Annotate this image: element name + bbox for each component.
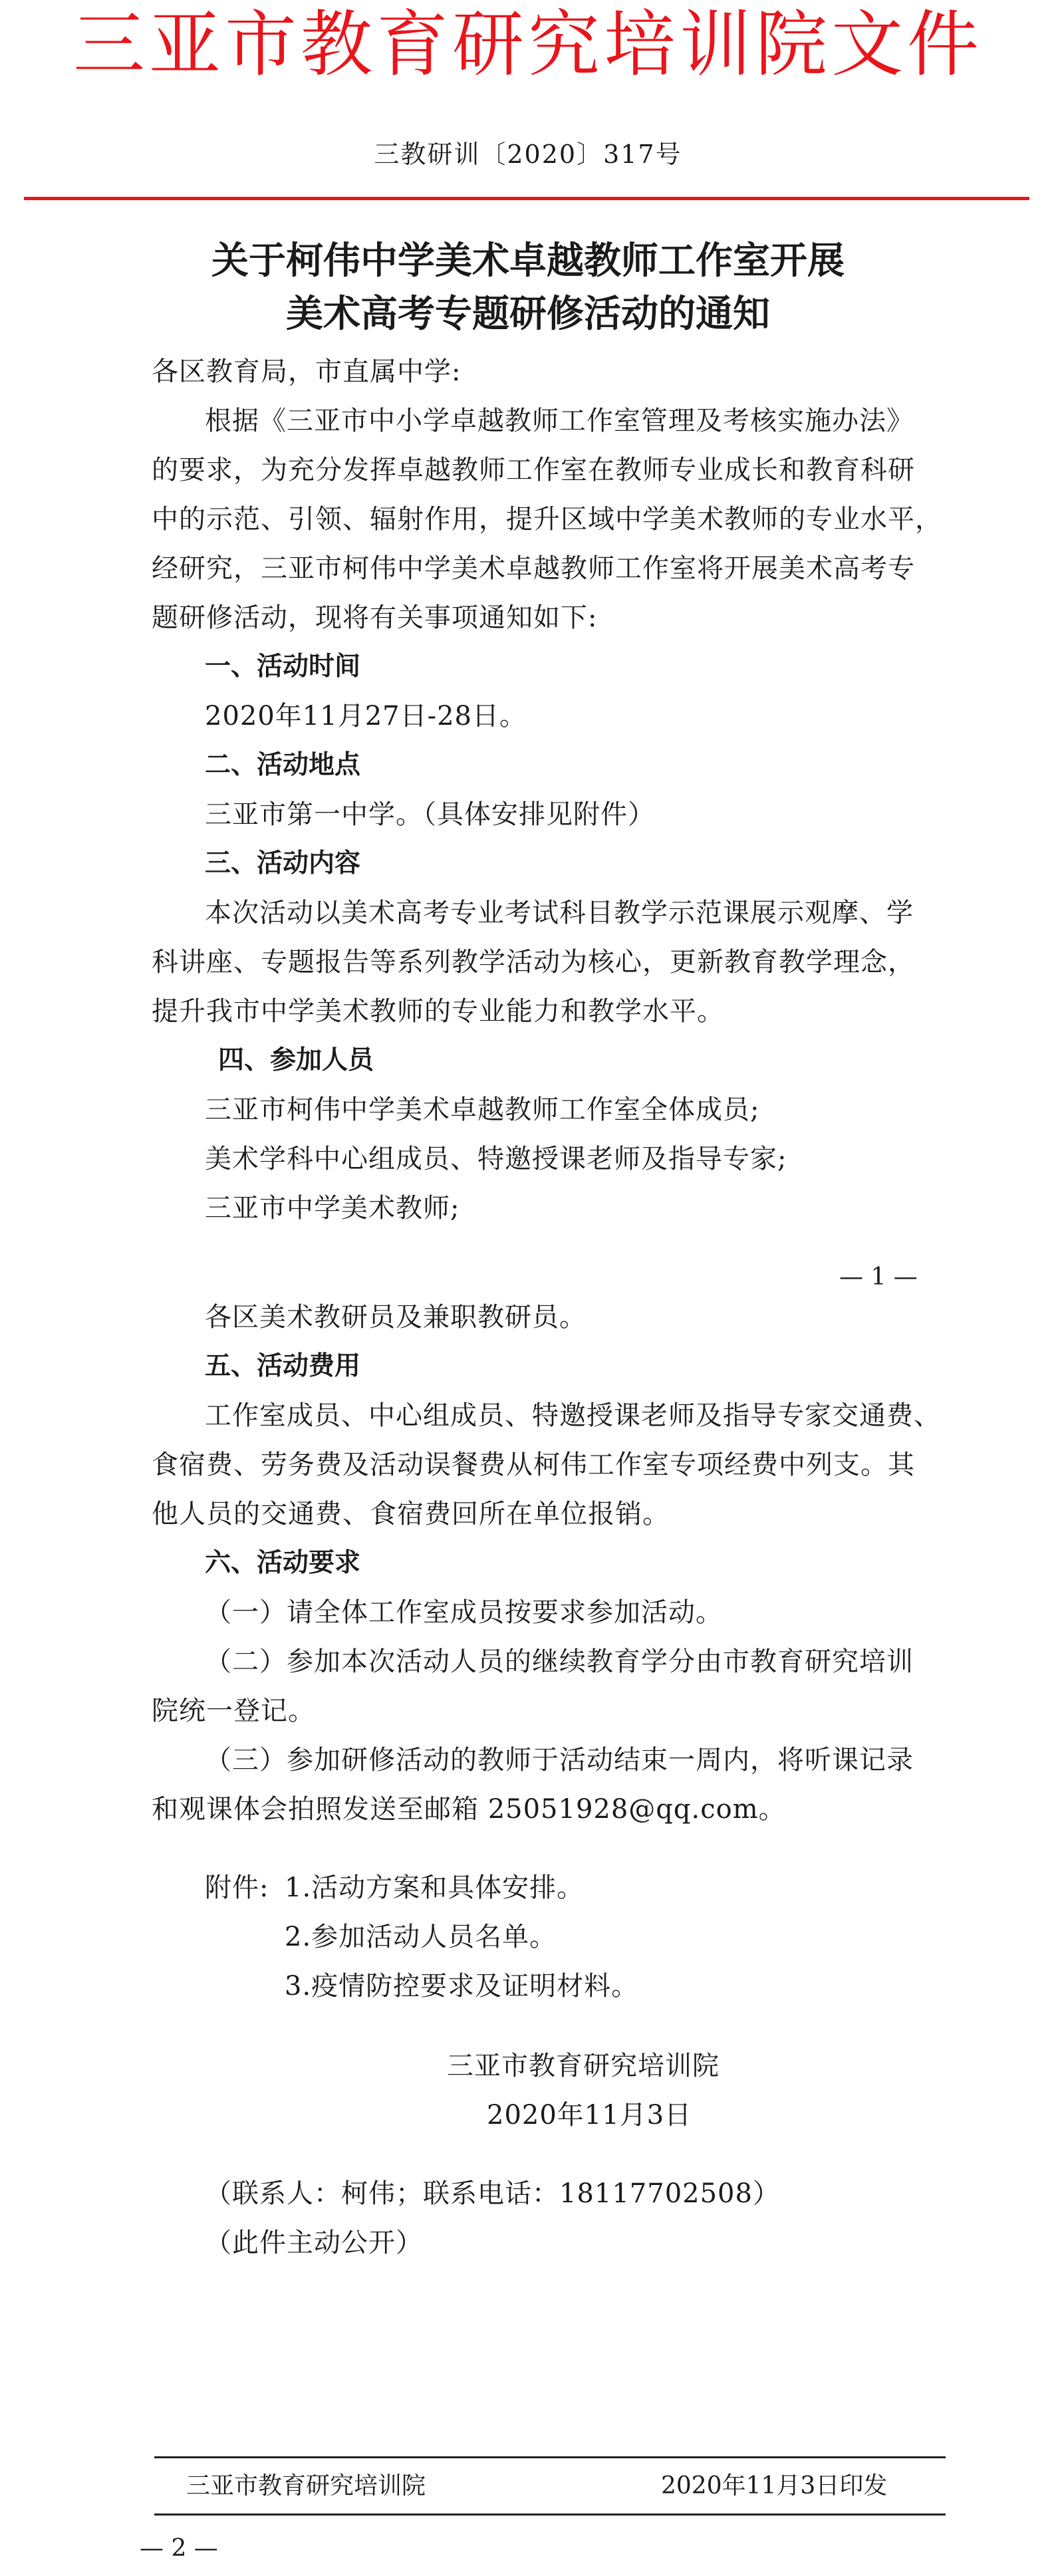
attachments-label: 附件: (205, 1872, 269, 1903)
requirement-item: （一）请全体工作室成员按要求参加活动。 (205, 1597, 723, 1628)
attachment-item: 3.疫情防控要求及证明材料。 (285, 1971, 639, 2001)
requirement-item: 院统一登记。 (152, 1696, 315, 1726)
section-text-content: 科讲座、专题报告等系列教学活动为核心，更新教育教学理念， (152, 947, 915, 977)
requirement-item: （三）参加研修活动的教师于活动结束一周内，将听课记录 (205, 1745, 914, 1775)
contact-info: （联系人：柯伟；联系电话：18117702508） (205, 2178, 780, 2209)
footer-top-rule (154, 2456, 946, 2458)
section-text-time: 2020年11月27日-28日。 (205, 701, 527, 731)
section-text-participants: 美术学科中心组成员、特邀授课老师及指导专家; (205, 1144, 787, 1174)
intro-line: 的要求，为充分发挥卓越教师工作室在教师专业成长和教育科研 (152, 455, 915, 485)
requirement-item: 和观课体会拍照发送至邮箱 25051928@qq.com。 (152, 1794, 786, 1825)
section-heading-place: 二、活动地点 (205, 750, 361, 780)
section-text-fees: 他人员的交通费、食宿费回所在单位报销。 (152, 1499, 670, 1529)
intro-line: 中的示范、引领、辐射作用，提升区域中学美术教师的专业水平， (152, 504, 942, 535)
signature-org: 三亚市教育研究培训院 (447, 2051, 720, 2081)
section-heading-fees: 五、活动费用 (205, 1351, 361, 1381)
section-heading-time: 一、活动时间 (205, 652, 361, 682)
document-title-line-1: 关于柯伟中学美术卓越教师工作室开展 (211, 239, 845, 283)
section-text-content: 提升我市中学美术教师的专业能力和教学水平。 (152, 996, 724, 1027)
section-text-content: 本次活动以美术高考专业考试科目教学示范课展示观摩、学 (205, 898, 914, 928)
section-text-place: 三亚市第一中学。（具体安排见附件） (205, 799, 655, 830)
section-text-participants: 各区美术教研员及兼职教研员。 (205, 1302, 587, 1333)
section-text-participants: 三亚市中学美术教师; (205, 1193, 460, 1224)
document-title-line-2: 美术高考专题研修活动的通知 (286, 292, 770, 336)
attachment-item: 2.参加活动人员名单。 (285, 1922, 557, 1952)
section-text-participants: 三亚市柯伟中学美术卓越教师工作室全体成员; (205, 1095, 760, 1125)
page-number-2: — 2 — (140, 2535, 218, 2562)
footer-bottom-rule (154, 2513, 946, 2515)
red-divider (24, 197, 1029, 200)
attachment-item: 1.活动方案和具体安排。 (285, 1872, 585, 1903)
footer-org: 三亚市教育研究培训院 (186, 2472, 426, 2500)
section-text-fees: 工作室成员、中心组成员、特邀授课老师及指导专家交通费、 (205, 1400, 941, 1431)
public-notice: （此件主动公开） (205, 2228, 423, 2258)
salutation: 各区教育局，市直属中学: (152, 356, 462, 387)
intro-line: 根据《三亚市中小学卓越教师工作室管理及考核实施办法》 (205, 406, 914, 436)
section-heading-content: 三、活动内容 (205, 848, 361, 878)
signature-date: 2020年11月3日 (487, 2100, 692, 2130)
section-heading-requirements: 六、活动要求 (205, 1548, 361, 1578)
requirement-item: （二）参加本次活动人员的继续教育学分由市教育研究培训 (205, 1646, 914, 1677)
document-number: 三教研训〔2020〕317号 (374, 140, 682, 169)
footer-print-date: 2020年11月3日印发 (661, 2472, 888, 2500)
page-number-1: — 1 — (839, 1263, 918, 1291)
intro-line: 经研究，三亚市柯伟中学美术卓越教师工作室将开展美术高考专 (152, 553, 915, 584)
intro-line: 题研修活动，现将有关事项通知如下: (152, 602, 598, 633)
header-org-title: 三亚市教育研究培训院文件 (72, 3, 983, 86)
section-text-fees: 食宿费、劳务费及活动误餐费从柯伟工作室专项经费中列支。其 (152, 1450, 915, 1480)
section-heading-participants: 四、参加人员 (218, 1045, 374, 1075)
